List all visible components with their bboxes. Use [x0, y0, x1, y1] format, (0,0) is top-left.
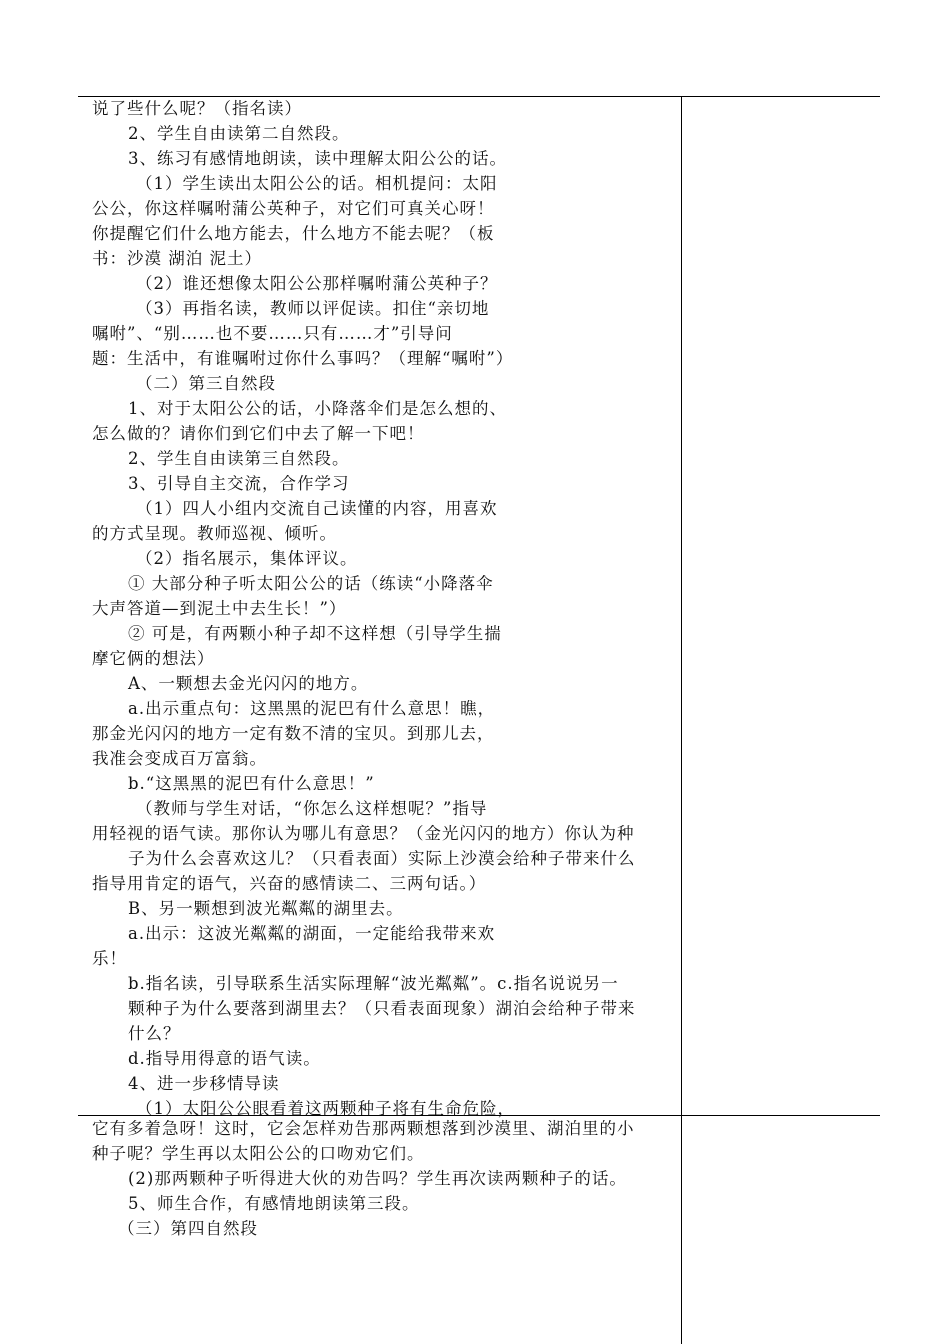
upper-text-line: 我准会变成百万富翁。 [92, 749, 267, 768]
upper-text-line: 2、学生自由读第二自然段。 [128, 124, 350, 143]
upper-text-line: 子为什么会喜欢这儿？（只看表面）实际上沙漠会给种子带来什么 [128, 849, 636, 868]
upper-text-line: b.指名读，引导联系生活实际理解“波光粼粼”。c.指名说说另一 [128, 974, 619, 993]
upper-text-line: 1、对于太阳公公的话，小降落伞们是怎么想的、 [128, 399, 507, 418]
upper-text-line: 公公，你这样嘱咐蒲公英种子，对它们可真关心呀！ [92, 199, 495, 218]
lower-text-line: 它有多着急呀！这时，它会怎样劝告那两颗想落到沙漠里、湖泊里的小 [92, 1119, 635, 1138]
upper-text-line: ① 大部分种子听太阳公公的话（练读“小降落伞 [128, 574, 494, 593]
upper-text-line: 书：沙漠 湖泊 泥土） [92, 249, 262, 268]
upper-text-line: 2、学生自由读第三自然段。 [128, 449, 350, 468]
top-table-border [78, 96, 880, 97]
lower-text-line: 种子呢？学生再以太阳公公的口吻劝它们。 [92, 1144, 425, 1163]
upper-text-line: B、另一颗想到波光粼粼的湖里去。 [128, 899, 404, 918]
upper-text-line: A、一颗想去金光闪闪的地方。 [128, 674, 369, 693]
upper-text-line: a.出示：这波光粼粼的湖面，一定能给我带来欢 [128, 924, 496, 943]
upper-text-line: a.出示重点句：这黑黑的泥巴有什么意思！瞧， [128, 699, 496, 718]
column-divider [681, 96, 682, 1344]
upper-text-line: d.指导用得意的语气读。 [128, 1049, 321, 1068]
upper-text-line: （2）指名展示，集体评议。 [136, 549, 358, 568]
lower-text-line: （三）第四自然段 [118, 1219, 258, 1238]
upper-text-line: 大声答道—到泥土中去生长！”） [92, 599, 347, 618]
upper-text-line: 那金光闪闪的地方一定有数不清的宝贝。到那儿去， [92, 724, 495, 743]
upper-text-line: （3）再指名读，教师以评促读。扣住“亲切地 [136, 299, 490, 318]
upper-text-line: 4、进一步移情导读 [128, 1074, 280, 1093]
upper-text-line: （1）太阳公公眼看着这两颗种子将有生命危险， [136, 1099, 515, 1118]
upper-text-line: 什么？ [128, 1024, 181, 1043]
upper-text-line: 乐！ [92, 949, 127, 968]
upper-text-line: b.“这黑黑的泥巴有什么意思！” [128, 774, 375, 793]
upper-text-line: 题：生活中，有谁嘱咐过你什么事吗？（理解“嘱咐”） [92, 349, 514, 368]
upper-text-line: 你提醒它们什么地方能去，什么地方不能去呢？（板 [92, 224, 495, 243]
upper-text-line: 用轻视的语气读。那你认为哪儿有意思？（金光闪闪的地方）你认为种 [92, 824, 635, 843]
upper-text-line: （二）第三自然段 [136, 374, 276, 393]
upper-text-line: （1）四人小组内交流自己读懂的内容，用喜欢 [136, 499, 498, 518]
upper-text-line: 3、引导自主交流，合作学习 [128, 474, 350, 493]
upper-text-line: 说了些什么呢？（指名读） [92, 99, 302, 118]
upper-text-line: （2）谁还想像太阳公公那样嘱咐蒲公英种子？ [136, 274, 498, 293]
upper-text-line: （教师与学生对话，“你怎么这样想呢？”指导 [136, 799, 488, 818]
upper-text-line: 颗种子为什么要落到湖里去？（只看表面现象）湖泊会给种子带来 [128, 999, 636, 1018]
upper-text-line: 怎么做的？请你们到它们中去了解一下吧！ [92, 424, 425, 443]
upper-text-line: 的方式呈现。教师巡视、倾听。 [92, 524, 337, 543]
lower-text-line: 5、师生合作，有感情地朗读第三段。 [128, 1194, 420, 1213]
upper-text-line: 摩它俩的想法） [92, 649, 215, 668]
upper-text-line: 嘱咐”、“别……也不要……只有……才”引导问 [92, 324, 453, 343]
upper-text-line: （1）学生读出太阳公公的话。相机提问：太阳 [136, 174, 498, 193]
upper-text-line: 指导用肯定的语气，兴奋的感情读二、三两句话。） [92, 874, 487, 893]
upper-text-line: ② 可是，有两颗小种子却不这样想（引导学生揣 [128, 624, 502, 643]
lower-text-line: (2)那两颗种子听得进大伙的劝告吗？学生再次读两颗种子的话。 [128, 1169, 627, 1188]
upper-text-line: 3、练习有感情地朗读，读中理解太阳公公的话。 [128, 149, 507, 168]
